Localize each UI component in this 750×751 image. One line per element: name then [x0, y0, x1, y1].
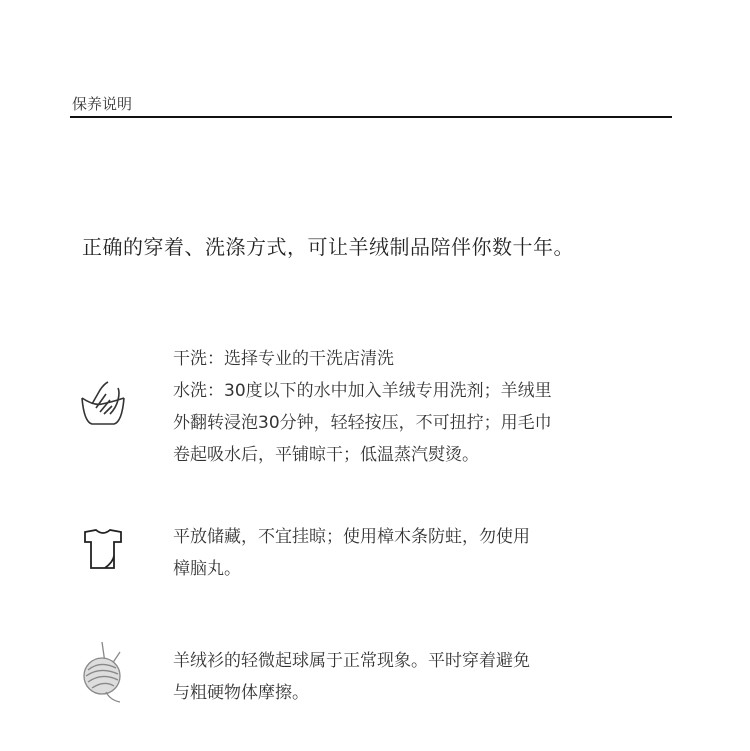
- yarn-ball-icon: [80, 640, 132, 704]
- text-line: 樟脑丸。: [173, 559, 241, 579]
- wash-instructions: [173, 343, 653, 471]
- text-line: 与粗硬物体摩擦。: [173, 683, 309, 703]
- headline: 正确的穿着、洗涤方式，可让羊绒制品陪伴你数十年。: [82, 235, 574, 259]
- shirt-flat-dry-icon: [83, 528, 123, 570]
- text-line: 外翻转浸泡30分钟，轻轻按压，不可扭拧；用毛巾: [173, 413, 552, 433]
- text-line: 干洗：选择专业的干洗店清洗: [173, 349, 394, 369]
- divider: [70, 116, 672, 118]
- pilling-instructions: [173, 645, 653, 709]
- section-title: 保养说明: [72, 95, 133, 113]
- hand-wash-icon: [80, 378, 126, 428]
- text-line: 平放储藏，不宜挂晾；使用樟木条防蛀，勿使用: [173, 527, 530, 547]
- text-line: 羊绒衫的轻微起球属于正常现象。平时穿着避免: [173, 651, 530, 671]
- text-line: 水洗：30度以下的水中加入羊绒专用洗剂；羊绒里: [173, 381, 552, 401]
- storage-instructions: [173, 521, 653, 585]
- text-line: 卷起吸水后，平铺晾干；低温蒸汽熨烫。: [173, 445, 479, 465]
